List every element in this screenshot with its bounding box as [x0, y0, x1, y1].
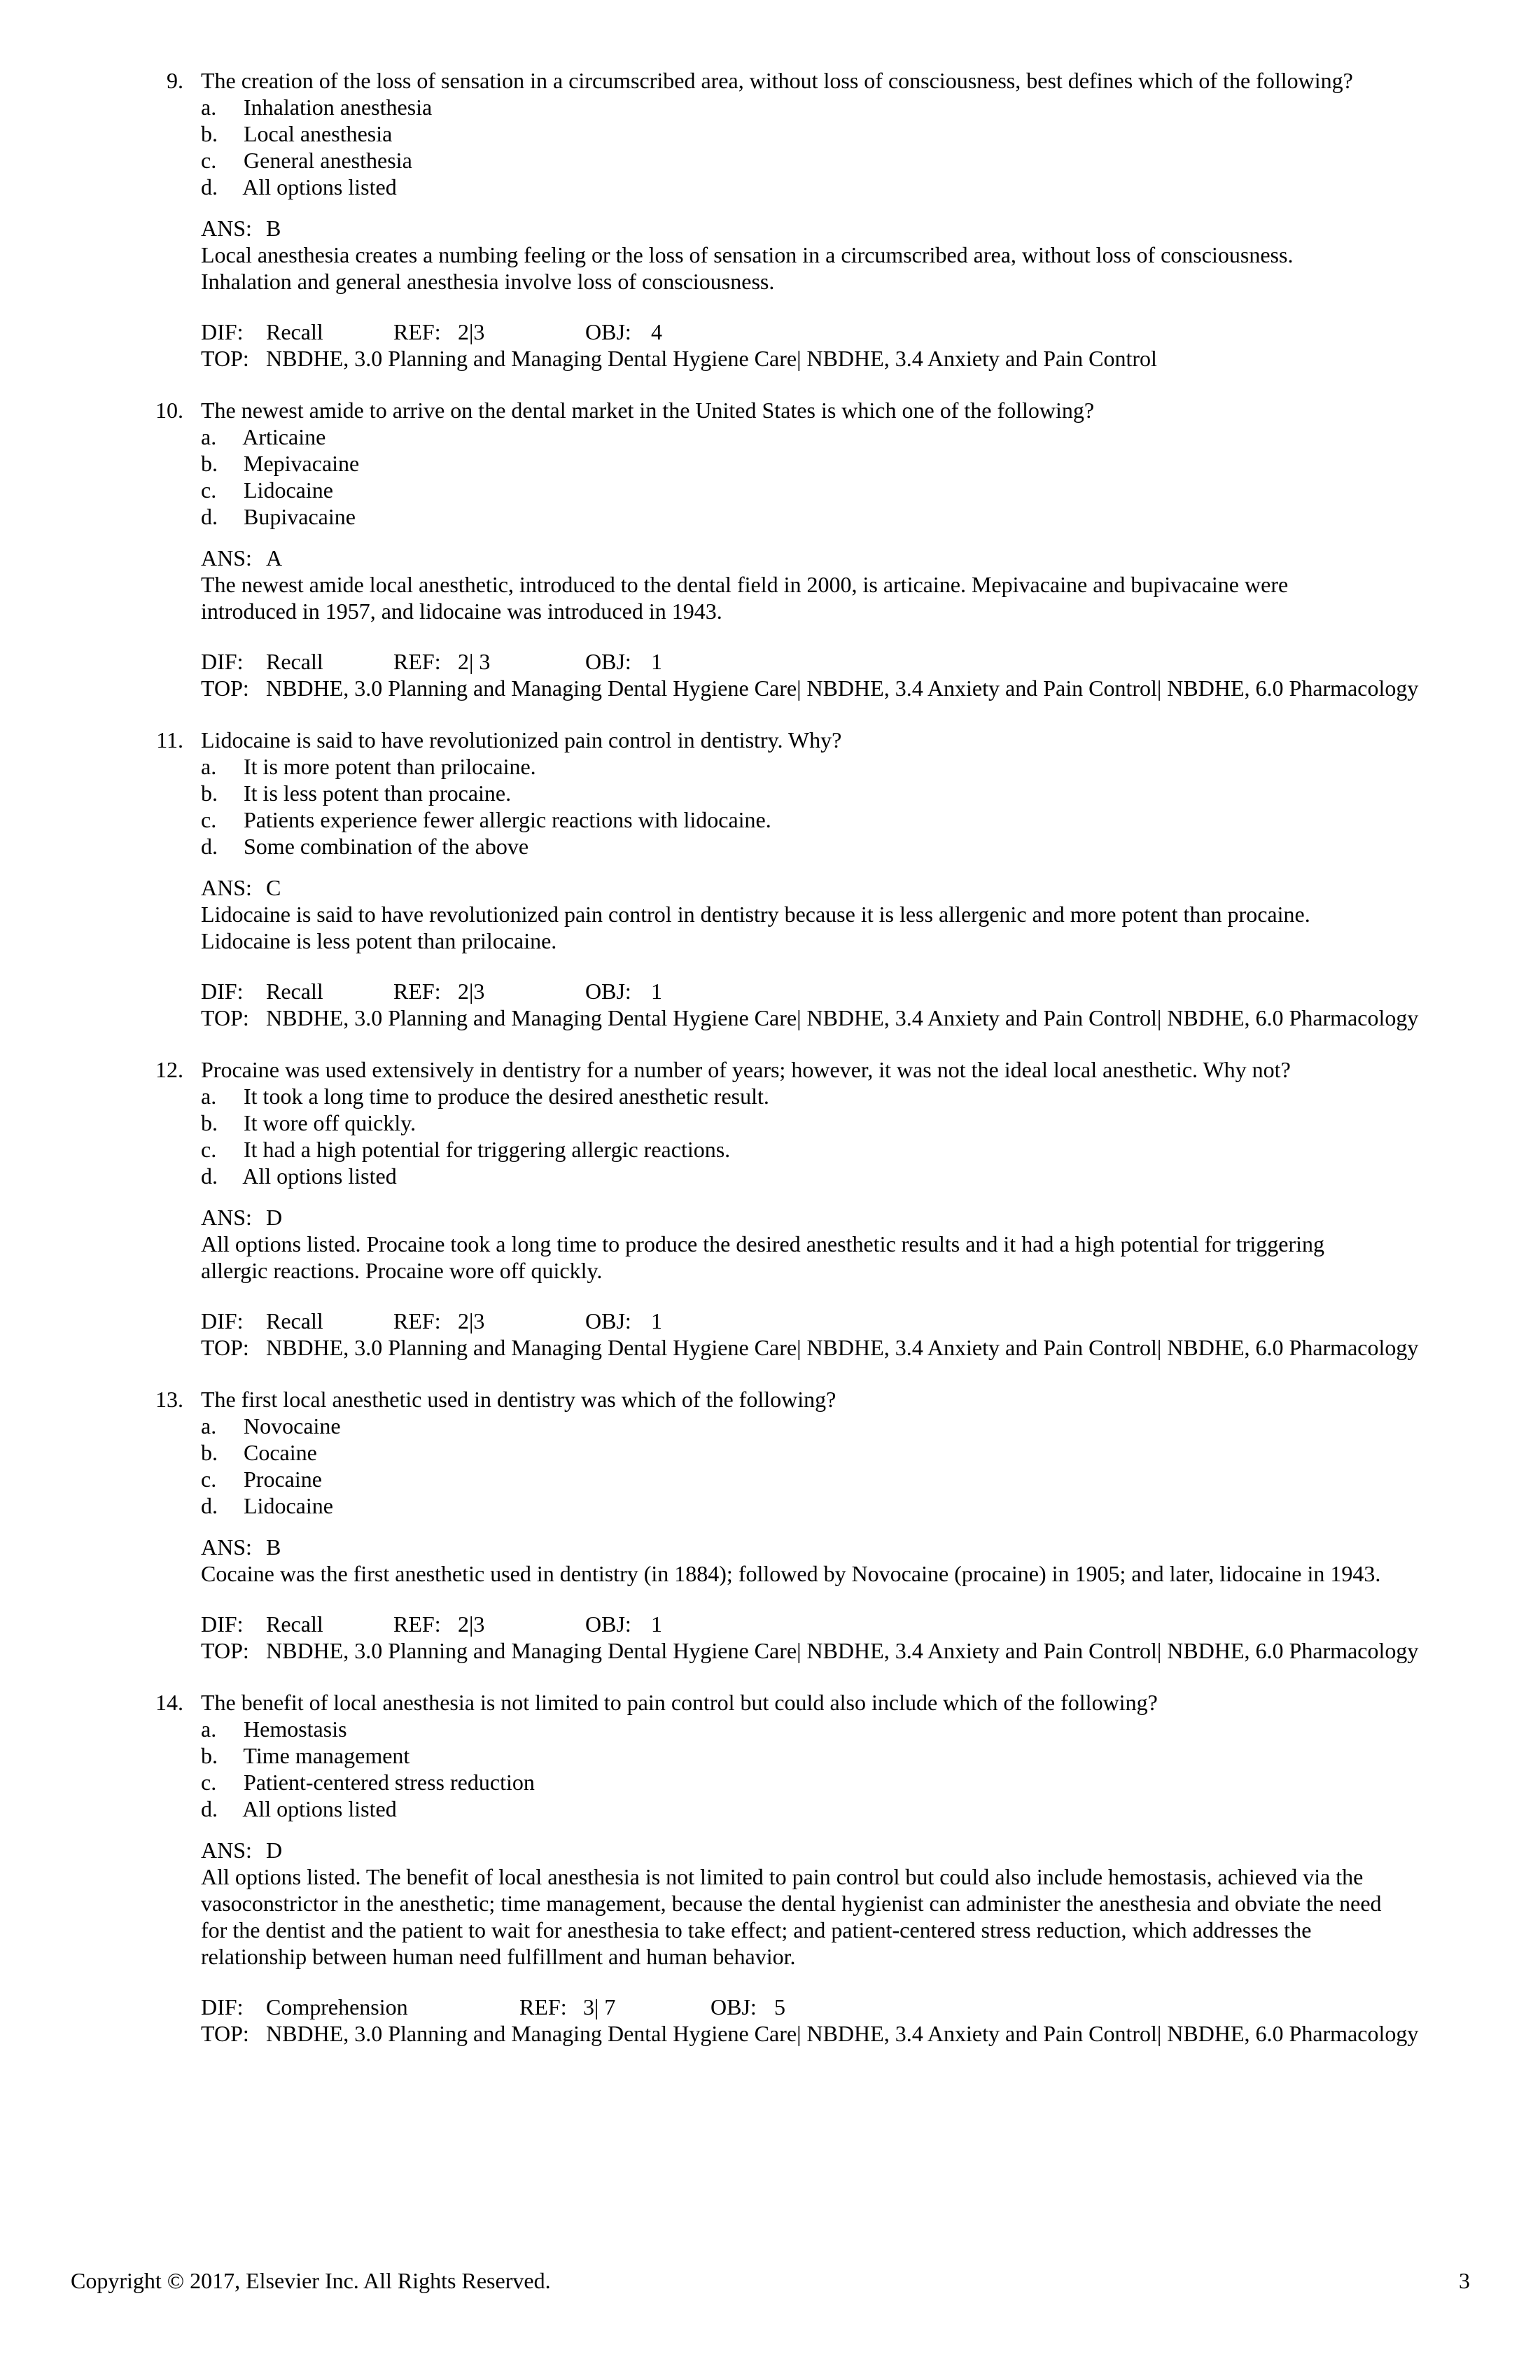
option-letter: d. — [201, 1493, 218, 1518]
top-label: TOP: — [201, 1005, 249, 1030]
option-list — [201, 94, 1540, 200]
option-row — [201, 1110, 1540, 1136]
option-row — [201, 1795, 1540, 1822]
top-label: TOP: — [201, 1638, 249, 1663]
option-text: Patient-centered stress reduction — [244, 1770, 535, 1795]
option-text: It is less potent than procaine. — [244, 780, 512, 806]
option-text: It had a high potential for triggering allergic reactions. — [244, 1137, 731, 1162]
question-number: 10. — [155, 398, 183, 423]
option-list — [201, 1413, 1540, 1519]
top-row — [201, 2020, 1540, 2047]
top-value: NBDHE, 3.0 Planning and Managing Dental Hygiene Care| NBDHE, 3.4 Anxiety and Pain Control| NBDHE, 6.0 Pharmacology — [266, 2021, 1419, 2046]
option-letter: b. — [201, 121, 218, 146]
dif-value: Recall — [266, 1611, 323, 1637]
ref-label: REF: — [393, 1611, 441, 1637]
page-number: 3 — [1459, 2268, 1470, 2293]
obj-value: 4 — [651, 319, 662, 344]
option-letter: d. — [201, 504, 218, 529]
option-text: Procaine — [244, 1466, 322, 1492]
question-number: 13. — [155, 1387, 183, 1412]
option-list — [201, 1083, 1540, 1189]
option-row — [201, 1716, 1540, 1742]
option-letter: a. — [201, 1084, 217, 1109]
option-row — [201, 120, 1540, 147]
explanation-line: Cocaine was the first anesthetic used in dentistry (in 1884); followed by Novocaine (procaine) in 1905; and later, lidocaine in 1943. — [201, 1561, 1381, 1586]
option-letter: b. — [201, 451, 218, 476]
explanation-line: All options listed. The benefit of local anesthesia is not limited to pain control but could also include hemostasis, achieved via the — [201, 1864, 1364, 1889]
ref-label: REF: — [393, 319, 441, 344]
option-letter: c. — [201, 1466, 217, 1492]
top-label: TOP: — [201, 1335, 249, 1360]
question-line — [155, 397, 1540, 424]
explanation — [201, 1863, 1540, 1970]
option-row — [201, 1769, 1540, 1795]
answer-row — [201, 1837, 1540, 1863]
option-row — [201, 147, 1540, 174]
explanation-line: Local anesthesia creates a numbing feeling or the loss of sensation in a circumscribed area, without loss of consciousness. — [201, 242, 1294, 267]
obj-label: OBJ: — [585, 979, 631, 1004]
explanation-line: allergic reactions. Procaine wore off quickly. — [201, 1258, 603, 1283]
option-text: Mepivacaine — [244, 451, 360, 476]
explanation-line: Lidocaine is less potent than prilocaine. — [201, 928, 557, 953]
dif-label: DIF: — [201, 649, 244, 674]
question-text: The benefit of local anesthesia is not limited to pain control but could also include which of the following? — [201, 1690, 1158, 1715]
option-letter: d. — [201, 1796, 218, 1821]
option-letter: a. — [201, 424, 217, 449]
ref-label: REF: — [393, 649, 441, 674]
option-row — [201, 1136, 1540, 1163]
dif-ref-obj-row — [201, 648, 1540, 675]
copyright-text: Copyright © 2017, Elsevier Inc. All Rights Reserved. — [71, 2268, 551, 2293]
explanation-line: Lidocaine is said to have revolutionized pain control in dentistry because it is less allergenic and more potent than procaine. — [201, 902, 1310, 927]
option-row — [201, 1083, 1540, 1110]
option-letter: a. — [201, 1413, 217, 1438]
dif-value: Recall — [266, 319, 323, 344]
option-row — [201, 1439, 1540, 1466]
dif-label: DIF: — [201, 979, 244, 1004]
answer-row — [201, 215, 1540, 241]
explanation — [201, 1231, 1540, 1284]
top-value: NBDHE, 3.0 Planning and Managing Dental Hygiene Care| NBDHE, 3.4 Anxiety and Pain Control| NBDHE, 6.0 Pharmacology — [266, 1335, 1419, 1360]
answer-row — [201, 874, 1540, 901]
obj-value: 1 — [651, 649, 662, 674]
option-text: It is more potent than prilocaine. — [244, 754, 536, 779]
option-letter: b. — [201, 780, 218, 806]
answer-value: C — [266, 875, 281, 900]
question-number: 12. — [155, 1057, 183, 1082]
top-value: NBDHE, 3.0 Planning and Managing Dental Hygiene Care| NBDHE, 3.4 Anxiety and Pain Control — [266, 346, 1157, 371]
question-text: The creation of the loss of sensation in a circumscribed area, without loss of consciousness, best defines which of the following? — [201, 68, 1353, 93]
option-text: Cocaine — [244, 1440, 317, 1465]
answer-row — [201, 545, 1540, 571]
obj-label: OBJ: — [585, 1308, 631, 1334]
option-text: Patients experience fewer allergic reactions with lidocaine. — [244, 807, 771, 832]
option-letter: b. — [201, 1743, 218, 1768]
dif-ref-obj-row — [201, 1611, 1540, 1637]
option-text: General anesthesia — [244, 148, 412, 173]
question-item — [0, 1386, 1540, 1664]
answer-value: D — [266, 1205, 283, 1230]
option-text: Time management — [243, 1743, 410, 1768]
obj-label: OBJ: — [710, 1994, 757, 2019]
dif-value: Recall — [266, 979, 323, 1004]
dif-label: DIF: — [201, 1994, 244, 2019]
option-row — [201, 1742, 1540, 1769]
option-row — [201, 174, 1540, 200]
ref-label: REF: — [519, 1994, 567, 2019]
question-line — [167, 67, 1540, 94]
answer-label: ANS: — [201, 875, 252, 900]
top-value: NBDHE, 3.0 Planning and Managing Dental Hygiene Care| NBDHE, 3.4 Anxiety and Pain Control| NBDHE, 6.0 Pharmacology — [266, 1005, 1419, 1030]
option-row — [201, 503, 1540, 530]
explanation-line: Inhalation and general anesthesia involve loss of consciousness. — [201, 269, 775, 294]
top-row — [201, 1334, 1540, 1361]
obj-value: 1 — [651, 1611, 662, 1637]
explanation-line: for the dentist and the patient to wait for anesthesia to take effect; and patient-centered stress reduction, which addresses the — [201, 1917, 1312, 1942]
option-row — [201, 424, 1540, 450]
option-letter: d. — [201, 1163, 218, 1189]
dif-ref-obj-row — [201, 318, 1540, 345]
answer-label: ANS: — [201, 545, 252, 570]
explanation — [201, 241, 1540, 295]
option-letter: b. — [201, 1440, 218, 1465]
top-label: TOP: — [201, 676, 249, 701]
explanation-line: introduced in 1957, and lidocaine was introduced in 1943. — [201, 598, 722, 624]
ref-value: 2|3 — [458, 1308, 485, 1334]
question-item — [0, 67, 1540, 372]
option-row — [201, 450, 1540, 477]
page-footer — [71, 2267, 1470, 2294]
ref-label: REF: — [393, 979, 441, 1004]
explanation — [201, 571, 1540, 624]
explanation-line: vasoconstrictor in the anesthetic; time management, because the dental hygienist can administer the anesthesia and obviate the need — [201, 1891, 1382, 1916]
option-row — [201, 780, 1540, 806]
question-item — [0, 1056, 1540, 1361]
dif-ref-obj-row — [201, 1994, 1540, 2020]
option-row — [201, 833, 1540, 860]
option-letter: d. — [201, 174, 218, 200]
option-letter: c. — [201, 807, 217, 832]
option-row — [201, 477, 1540, 503]
option-row — [201, 94, 1540, 120]
option-letter: c. — [201, 1137, 217, 1162]
option-list — [201, 1716, 1540, 1822]
dif-label: DIF: — [201, 319, 244, 344]
obj-value: 1 — [651, 1308, 662, 1334]
question-item — [0, 727, 1540, 1031]
question-line — [155, 1689, 1540, 1716]
option-text: Inhalation anesthesia — [244, 94, 433, 120]
option-text: Novocaine — [244, 1413, 341, 1438]
answer-label: ANS: — [201, 216, 252, 241]
question-text: Lidocaine is said to have revolutionized pain control in dentistry. Why? — [201, 727, 842, 752]
obj-value: 1 — [651, 979, 662, 1004]
top-row — [201, 1004, 1540, 1031]
question-number: 11. — [156, 727, 183, 752]
option-text: It wore off quickly. — [244, 1110, 416, 1135]
option-text: Some combination of the above — [244, 834, 529, 859]
top-row — [201, 1637, 1540, 1664]
option-text: Local anesthesia — [244, 121, 393, 146]
obj-label: OBJ: — [585, 319, 631, 344]
answer-label: ANS: — [201, 1837, 252, 1863]
option-text: It took a long time to produce the desired anesthetic result. — [244, 1084, 769, 1109]
option-text: Hemostasis — [244, 1716, 347, 1742]
dif-value: Recall — [266, 649, 323, 674]
option-row — [201, 1492, 1540, 1519]
explanation-line: relationship between human need fulfillment and human behavior. — [201, 1944, 796, 1969]
option-letter: c. — [201, 477, 217, 503]
answer-value: A — [266, 545, 283, 570]
explanation-line: All options listed. Procaine took a long time to produce the desired anesthetic results and it had a high potential for triggering — [201, 1231, 1324, 1256]
option-text: All options listed — [242, 1163, 397, 1189]
answer-row — [201, 1534, 1540, 1560]
top-row — [201, 675, 1540, 701]
question-text: The newest amide to arrive on the dental market in the United States is which one of the following? — [201, 398, 1095, 423]
obj-value: 5 — [774, 1994, 785, 2019]
option-letter: c. — [201, 1770, 217, 1795]
question-line — [155, 1056, 1540, 1083]
ref-value: 2|3 — [458, 1611, 485, 1637]
option-row — [201, 1466, 1540, 1492]
option-text: All options listed — [242, 174, 397, 200]
option-text: Lidocaine — [244, 1493, 333, 1518]
question-item — [0, 1689, 1540, 2047]
option-letter: b. — [201, 1110, 218, 1135]
option-letter: a. — [201, 94, 217, 120]
option-letter: c. — [201, 148, 217, 173]
answer-label: ANS: — [201, 1205, 252, 1230]
ref-label: REF: — [393, 1308, 441, 1334]
question-item — [0, 397, 1540, 701]
ref-value: 2| 3 — [458, 649, 491, 674]
option-list — [201, 424, 1540, 530]
dif-value: Recall — [266, 1308, 323, 1334]
option-letter: a. — [201, 754, 217, 779]
top-value: NBDHE, 3.0 Planning and Managing Dental Hygiene Care| NBDHE, 3.4 Anxiety and Pain Control| NBDHE, 6.0 Pharmacology — [266, 676, 1419, 701]
option-list — [201, 753, 1540, 860]
question-line — [156, 727, 1540, 753]
top-value: NBDHE, 3.0 Planning and Managing Dental Hygiene Care| NBDHE, 3.4 Anxiety and Pain Control| NBDHE, 6.0 Pharmacology — [266, 1638, 1419, 1663]
question-number: 9. — [167, 68, 183, 93]
obj-label: OBJ: — [585, 649, 631, 674]
option-text: Lidocaine — [244, 477, 333, 503]
question-text: The first local anesthetic used in dentistry was which of the following? — [201, 1387, 836, 1412]
question-text: Procaine was used extensively in dentistry for a number of years; however, it was not the ideal local anesthetic. Why not? — [201, 1057, 1291, 1082]
option-row — [201, 1163, 1540, 1189]
ref-value: 2|3 — [458, 319, 485, 344]
answer-value: B — [266, 216, 281, 241]
explanation-line: The newest amide local anesthetic, introduced to the dental field in 2000, is articaine. Mepivacaine and bupivacaine were — [201, 572, 1289, 597]
answer-label: ANS: — [201, 1534, 252, 1560]
option-letter: a. — [201, 1716, 217, 1742]
option-row — [201, 806, 1540, 833]
question-number: 14. — [155, 1690, 183, 1715]
question-line — [155, 1386, 1540, 1413]
obj-label: OBJ: — [585, 1611, 631, 1637]
option-row — [201, 1413, 1540, 1439]
top-label: TOP: — [201, 346, 249, 371]
dif-value: Comprehension — [266, 1994, 408, 2019]
dif-ref-obj-row — [201, 978, 1540, 1004]
option-letter: d. — [201, 834, 218, 859]
top-label: TOP: — [201, 2021, 249, 2046]
option-text: All options listed — [242, 1796, 397, 1821]
explanation — [201, 901, 1540, 954]
dif-ref-obj-row — [201, 1308, 1540, 1334]
answer-value: B — [266, 1534, 281, 1560]
ref-value: 3| 7 — [583, 1994, 616, 2019]
dif-label: DIF: — [201, 1308, 244, 1334]
dif-label: DIF: — [201, 1611, 244, 1637]
ref-value: 2|3 — [458, 979, 485, 1004]
option-row — [201, 753, 1540, 780]
option-text: Articaine — [242, 424, 326, 449]
answer-row — [201, 1204, 1540, 1231]
explanation — [201, 1560, 1540, 1587]
option-text: Bupivacaine — [244, 504, 356, 529]
answer-value: D — [266, 1837, 283, 1863]
top-row — [201, 345, 1540, 372]
